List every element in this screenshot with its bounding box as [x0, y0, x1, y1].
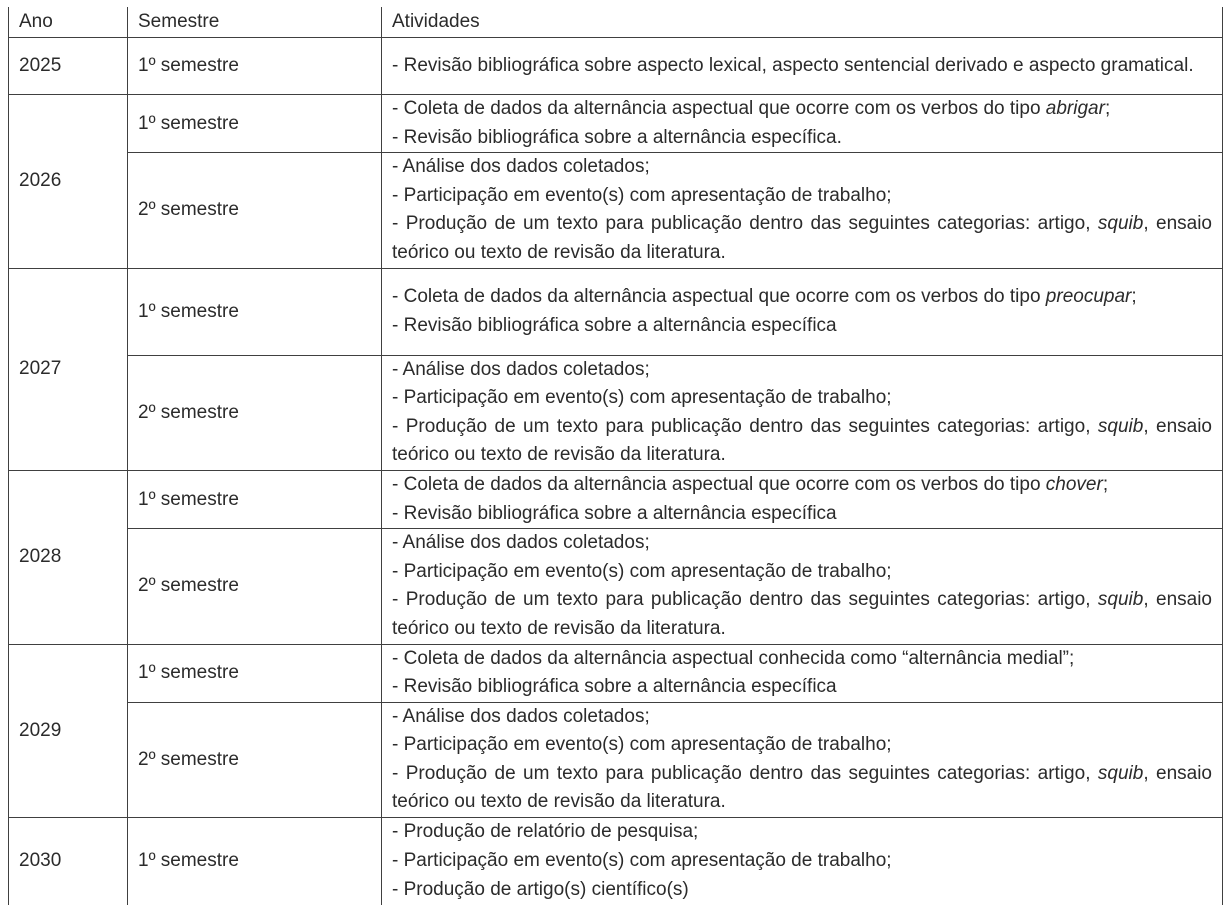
semester-cell: 2º semestre [128, 153, 382, 268]
activities-cell [382, 153, 1223, 268]
activity-text: ; [1131, 285, 1137, 307]
activity-line: - Produção de relatório de pesquisa; [392, 821, 699, 843]
header-row [9, 7, 1223, 38]
year-cell: 2029 [9, 644, 128, 818]
activity-line: - Participação em evento(s) com apresentação de trabalho; [392, 560, 892, 582]
activity-italic: squib [1097, 213, 1144, 235]
activity-text: - Produção de um texto para publicação dentro das seguintes categorias: artigo, [392, 589, 1098, 611]
activity-line [392, 95, 1212, 124]
semester-cell: 1º semestre [128, 818, 382, 905]
activity-text: - Coleta de dados da alternância aspectual que ocorre com os verbos do tipo [392, 98, 1046, 119]
header-atividades: Atividades [382, 7, 1223, 38]
activity-text: - Produção de um texto para publicação dentro das seguintes categorias: artigo, [392, 762, 1098, 784]
header-semestre: Semestre [128, 7, 382, 38]
activity-italic: squib [1097, 762, 1144, 784]
activity-line: - Revisão bibliográfica sobre a alternância específica [392, 676, 837, 698]
table-row [9, 355, 1223, 470]
semester-cell: 1º semestre [128, 268, 382, 355]
table-row [9, 268, 1223, 355]
year-cell: 2027 [9, 268, 128, 470]
activity-line: - Participação em evento(s) com apresentação de trabalho; [392, 734, 892, 756]
table-row [9, 644, 1223, 702]
activities-cell [382, 95, 1223, 153]
schedule-table [8, 7, 1223, 905]
activity-text: , ensaio teórico ou texto de revisão da literatura. [392, 213, 1213, 263]
activity-line: - Coleta de dados da alternância aspectual conhecida como “alternância medial”; [392, 647, 1075, 669]
activity-text: - Coleta de dados da alternância aspectual que ocorre com os verbos do tipo [392, 285, 1046, 307]
year-cell: 2025 [9, 38, 128, 95]
activity-text: - Produção de um texto para publicação dentro das seguintes categorias: artigo, [392, 415, 1098, 437]
activity-italic: squib [1097, 415, 1144, 437]
year-cell: 2030 [9, 818, 128, 905]
activity-line: - Análise dos dados coletados; [392, 358, 650, 380]
semester-cell: 2º semestre [128, 702, 382, 817]
activity-italic: abrigar [1045, 98, 1105, 119]
semester-cell: 1º semestre [128, 470, 382, 528]
table-row [9, 38, 1223, 95]
activities-cell [382, 644, 1223, 702]
table-row [9, 153, 1223, 268]
semester-cell: 1º semestre [128, 95, 382, 153]
activities-cell [382, 818, 1223, 905]
activity-text: - Produção de um texto para publicação dentro das seguintes categorias: artigo, [392, 213, 1098, 235]
activities-cell [382, 268, 1223, 355]
activities-cell [382, 702, 1223, 817]
header-ano: Ano [9, 7, 128, 38]
activity-line: - Análise dos dados coletados; [392, 156, 650, 178]
activity-line: - Participação em evento(s) com apresentação de trabalho; [392, 387, 892, 409]
year-cell: 2028 [9, 470, 128, 644]
activity-line: - Análise dos dados coletados; [392, 532, 650, 554]
activity-text: , ensaio teórico ou texto de revisão da literatura. [392, 415, 1213, 466]
semester-cell: 2º semestre [128, 529, 382, 644]
activity-line [392, 471, 1212, 500]
activity-line: - Revisão bibliográfica sobre a alternância específica [392, 314, 837, 336]
table-row [9, 95, 1223, 153]
semester-cell: 1º semestre [128, 644, 382, 702]
semester-cell: 2º semestre [128, 355, 382, 470]
activity-line: - Revisão bibliográfica sobre a alternância específica. [392, 126, 842, 148]
table-row [9, 818, 1223, 905]
year-cell: 2026 [9, 95, 128, 269]
table-row [9, 470, 1223, 528]
activity-text: ; [1104, 98, 1111, 119]
activity-line: - Participação em evento(s) com apresentação de trabalho; [392, 850, 892, 872]
semester-cell: 1º semestre [128, 38, 382, 95]
activities-cell [382, 355, 1223, 470]
activity-line: - Análise dos dados coletados; [392, 705, 650, 727]
activity-text: , ensaio teórico ou texto de revisão da literatura. [392, 762, 1213, 813]
activity-line [392, 283, 1212, 312]
activity-line: - Produção de artigo(s) científico(s) [392, 878, 689, 900]
table-row [9, 702, 1223, 817]
activity-text: - Coleta de dados da alternância aspectual que ocorre com os verbos do tipo [392, 473, 1046, 495]
schedule-page [8, 7, 1222, 905]
activity-text: - Revisão bibliográfica sobre aspecto lexical, aspecto sentencial derivado e aspecto gramatical. [392, 54, 1194, 76]
activities-cell [382, 470, 1223, 528]
activity-text: ; [1102, 473, 1109, 495]
activities-cell [382, 38, 1223, 95]
activity-text: , ensaio teórico ou texto de revisão da literatura. [392, 589, 1213, 639]
table-row [9, 529, 1223, 644]
activity-italic: squib [1097, 589, 1144, 611]
activity-line: - Revisão bibliográfica sobre a alternância específica [392, 502, 837, 524]
activity-italic: preocupar [1045, 285, 1132, 307]
activity-italic: chover [1045, 473, 1103, 495]
activities-cell [382, 529, 1223, 644]
activity-line: - Participação em evento(s) com apresentação de trabalho; [392, 184, 892, 206]
